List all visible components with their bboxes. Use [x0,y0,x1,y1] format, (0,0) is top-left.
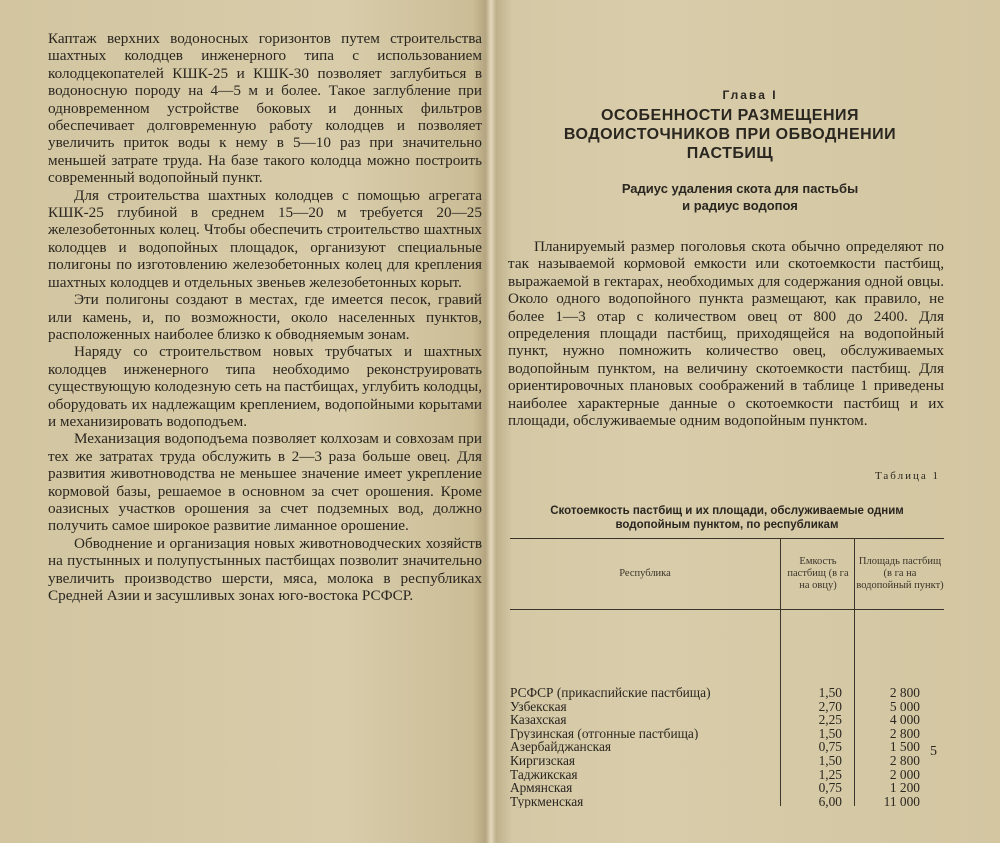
cell-capacity: 1,25 [818,766,842,782]
table-row [510,740,944,754]
cell-area: 5 000 [889,698,920,714]
cell-republic: Грузинская (отгонные пастбища) [510,726,699,741]
table-row [510,727,944,741]
header-area: Площадь пастбищ (в га на водопойный пункт) [854,539,945,609]
table-header [510,538,944,610]
left-paragraph: Обводнение и организация новых животноводческих хозяйств на пустынных и полупустынных пастбищах позволит значительно увеличить производство шерсти, мяса, молока в республиках Средней Азии и засушливых зонах юго-востока РСФСР. [48,534,482,604]
left-paragraph: Эти полигоны создают в местах, где имеется песок, гравий или камень, и, по возможности, около населенных пунктов, расположенных наиболее близко к обводняемым зонам. [48,291,482,343]
cell-capacity: 1,50 [818,685,842,700]
cell-capacity: 2,70 [818,698,842,714]
right-paragraph: Планируемый размер поголовья скота обычно определяют по так называемой кормовой емкости или скотоемкости пастбищ, выражаемой в гектарах, необходимых для содержания одной овцы. Около одного водопойного пункта размещают, как правило, не более 1—3 отар с количеством овец от 800 до 2400. Для определения площади пастбищ, приходящейся на водопойный пункт, нужно помножить количество овец, обслуживаемых водопойным пунктом, на величину скотоемкости пастбищ. Для ориентировочных плановых соображений в таблице 1 приведены наиболее характерные данные о скотоемкости пастбищ и их площади, обслуживаемые одним водопойным пунктом. [508,238,944,430]
section-subtitle [560,180,920,214]
subtitle-line: Радиус удаления скота для пастьбы [621,181,859,196]
cell-area: 11 000 [883,793,920,809]
page-number: 5 [930,744,937,759]
right-text-column [508,238,944,429]
table-caption [522,504,932,532]
subtitle-line: и радиус водопоя [682,198,798,213]
cell-capacity: 2,25 [818,712,842,728]
cell-area: 2 800 [889,685,920,700]
cell-capacity: 0,75 [818,739,842,755]
caption-line: водопойным пунктом, по республикам [615,519,839,531]
cell-republic: Туркменская [510,794,584,809]
header-capacity: Емкость пастбищ (в га на овцу) [780,539,855,609]
cell-capacity: 1,50 [818,725,842,741]
table-row [510,795,944,809]
cell-area: 2 800 [889,725,920,741]
cell-area: 2 000 [889,766,920,782]
left-page [0,0,492,843]
title-line: ОСОБЕННОСТИ РАЗМЕЩЕНИЯ [600,107,860,124]
cell-republic: Казахская [510,713,567,727]
title-line: ПАСТБИЩ [686,145,774,162]
cell-capacity: 0,75 [818,780,842,796]
table-row [510,781,944,795]
left-paragraph: Механизация водоподъема позволяет колхозам и совхозам при тех же затратах труда обслужить в 2—3 раза больше овец. Для развития животноводства не меньшее значение имеет укрепление кормовой базы, решаемое в основном за счет орошения. Кроме оазисных участков орошения за счет подземных вод, должно получить самое широкое развитие лиманное орошение. [48,430,482,535]
cell-area: 1 500 [889,739,920,755]
table-row [510,754,944,768]
cell-republic: Таджикская [510,767,578,782]
cell-republic: РСФСР (прикаспийские пастбища) [510,686,711,700]
header-republic: Республика [619,568,671,579]
table-row [510,713,944,727]
caption-line: Скотоемкость пастбищ и их площади, обслуживаемые одним [550,505,904,517]
pasture-table [510,538,944,808]
left-paragraph: Каптаж верхних водоносных горизонтов путем строительства шахтных колодцев инженерного типа с использованием колодцекопателей КШК-25 и КШК-30 позволяет заглубиться в водоносную породу на 4—5 м и более. Такое заглубление при одновременном устройстве боковых и донных фильтров обеспечивает долговременную работу колодцев и позволяет увеличить приток воды к нему в 5—10 раз при значительно меньшей затрате труда. На базе такого колодца можно построить современный водопойный пункт. [48,30,482,187]
cell-capacity: 6,00 [818,793,842,809]
table-row [510,768,944,782]
book-gutter [486,0,496,843]
left-paragraph: Для строительства шахтных колодцев с помощью агрегата КШК-25 глубиной в среднем 15—20 м требуется 20—25 железобетонных колец. Чтобы обеспечить строительство шахтных колодцев и водопойных площадок, организуют специальные полигоны по изготовлению железобетонных колец для крепления шахтных колодцев и отдельных звеньев железобетонных корыт. [48,186,482,291]
cell-republic: Армянская [510,781,573,795]
cell-capacity: 1,50 [818,752,842,768]
title-line: ВОДОИСТОЧНИКОВ ПРИ ОБВОДНЕНИИ [563,126,897,143]
chapter-title [535,106,925,163]
left-text-column [48,30,482,604]
cell-republic: Узбекская [510,699,567,714]
cell-area: 1 200 [889,780,920,796]
table-number: Таблица 1 [874,470,940,482]
chapter-heading: Глава I [722,88,778,102]
table-row [510,700,944,714]
cell-republic: Киргизская [510,753,576,768]
cell-area: 4 000 [889,712,920,728]
left-paragraph: Наряду со строительством новых трубчатых и шахтных колодцев инженерного типа необходимо реконструировать существующую колодезную сеть на пастбищах, углубить колодцы, оборудовать их надлежащим креплением, водопойными корытами и механизировать водоподъем. [48,343,482,430]
table-row [510,686,944,700]
cell-republic: Азербайджанская [510,740,612,754]
cell-area: 2 800 [889,752,920,768]
table-body [510,610,944,808]
